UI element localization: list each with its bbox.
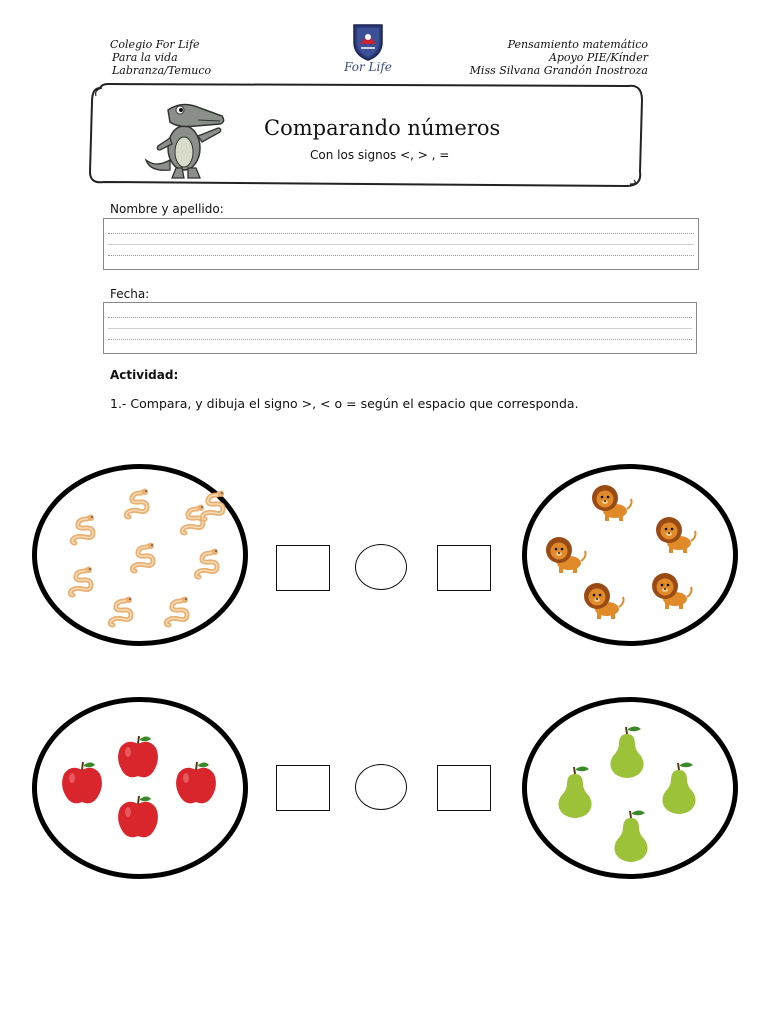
sign-circle-1[interactable] <box>355 544 407 590</box>
crocodile-illustration <box>142 98 228 180</box>
lion-group <box>522 464 738 646</box>
snake-icon <box>161 595 197 635</box>
school-info <box>110 38 211 77</box>
lion-icon <box>649 569 693 615</box>
subject-name: Pensamiento matemático <box>507 38 648 51</box>
pear-icon <box>655 760 703 820</box>
program-name: Apoyo PIE/Kínder <box>548 51 648 64</box>
date-label: Fecha: <box>110 287 150 301</box>
apple-icon <box>171 758 221 812</box>
apple-group <box>32 697 248 879</box>
pear-icon <box>603 724 651 784</box>
date-field[interactable] <box>103 302 697 354</box>
lion-icon <box>589 481 633 527</box>
worksheet-title: Comparando números <box>264 116 501 140</box>
snake-icon <box>65 565 101 605</box>
school-name: Colegio For Life <box>110 38 200 51</box>
lion-icon <box>653 513 697 559</box>
worksheet-subtitle: Con los signos <, > , = <box>310 148 450 162</box>
apple-icon <box>113 732 163 786</box>
school-location: Labranza/Temuco <box>112 64 212 77</box>
apple-icon <box>113 792 163 846</box>
apple-icon <box>57 758 107 812</box>
school-motto: Para la vida <box>112 51 178 64</box>
answer-box-left-1[interactable] <box>276 545 330 591</box>
snake-icon <box>197 489 233 529</box>
snake-group <box>32 464 248 646</box>
pear-group <box>522 697 738 879</box>
answer-box-left-2[interactable] <box>276 765 330 811</box>
activity-heading: Actividad: <box>110 368 179 382</box>
snake-icon <box>121 487 157 527</box>
sign-circle-2[interactable] <box>355 764 407 810</box>
activity-instruction: 1.- Compara, y dibuja el signo >, < o = según el espacio que corresponda. <box>110 396 579 411</box>
name-field[interactable] <box>103 218 699 270</box>
snake-icon <box>105 595 141 635</box>
lion-icon <box>543 533 587 579</box>
name-label: Nombre y apellido: <box>110 202 224 216</box>
pear-icon <box>607 808 655 868</box>
snake-icon <box>127 541 163 581</box>
lion-icon <box>581 579 625 625</box>
snake-icon <box>67 513 103 553</box>
school-logo <box>328 22 408 80</box>
teacher-name: Miss Silvana Grandón Inostroza <box>469 64 648 77</box>
pear-icon <box>551 764 599 824</box>
answer-box-right-2[interactable] <box>437 765 491 811</box>
logo-text: For Life <box>344 60 392 74</box>
answer-box-right-1[interactable] <box>437 545 491 591</box>
subject-info <box>470 38 648 77</box>
snake-icon <box>191 547 227 587</box>
